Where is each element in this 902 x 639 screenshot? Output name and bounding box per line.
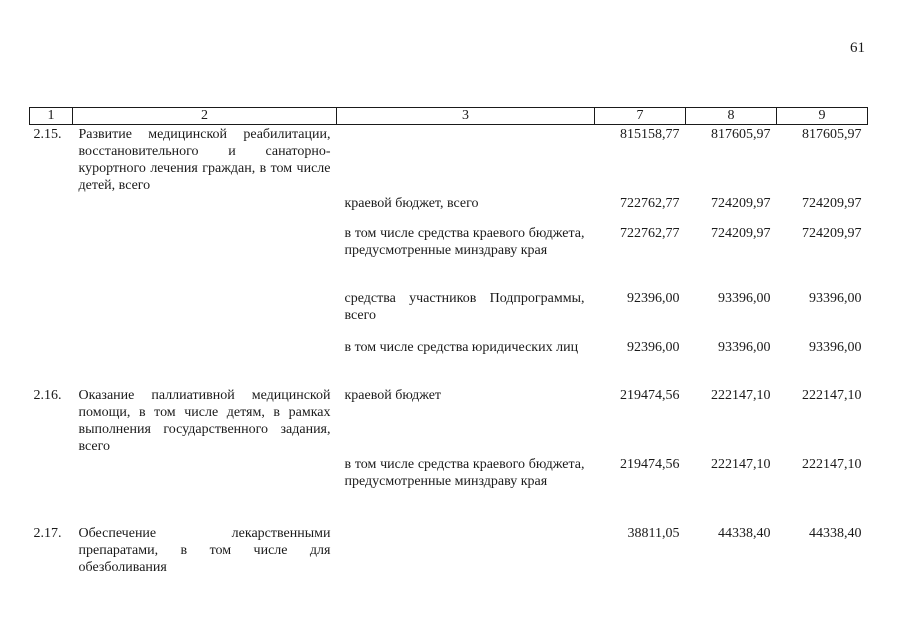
- row-number: [30, 194, 73, 224]
- measure-description: [73, 194, 337, 224]
- measure-description: [73, 224, 337, 289]
- value-col-9: 724209,97: [802, 226, 862, 241]
- measure-description: [73, 455, 337, 524]
- funding-source: [337, 125, 595, 195]
- value-col-9: 724209,97: [802, 196, 862, 211]
- table-header-row: [30, 108, 868, 125]
- value-col-8: 724209,97: [711, 196, 771, 211]
- column-header: 1: [30, 108, 73, 125]
- table-row: [30, 338, 868, 386]
- value-col-8: 222147,10: [711, 457, 771, 472]
- funding-source: в том числе средства краевого бюджета, предусмотренные минздраву края: [344, 226, 585, 258]
- value-col-7: 722762,77: [620, 226, 680, 241]
- row-number: 2.16.: [33, 388, 62, 403]
- row-number: [30, 455, 73, 524]
- measure-description: Развитие медицинской реабилитации, восстановительного и санаторно-курортного лечения граждан, в том числе детей, всего: [78, 127, 331, 193]
- value-col-9: 44338,40: [809, 526, 862, 541]
- row-number: 2.15.: [33, 127, 62, 142]
- value-col-8: 222147,10: [711, 388, 771, 403]
- table-row: [30, 289, 868, 338]
- funding-source: в том числе средства юридических лиц: [344, 340, 579, 355]
- budget-table: [29, 107, 868, 576]
- funding-source: краевой бюджет: [344, 388, 442, 403]
- row-number: 2.17.: [33, 526, 62, 541]
- measure-description: Оказание паллиативной медицинской помощи, в том числе детям, в рамках выполнения государственного задания, всего: [78, 388, 331, 454]
- funding-source: [337, 524, 595, 576]
- table-row: [30, 386, 868, 455]
- table-row: [30, 125, 868, 195]
- funding-source: средства участников Подпрограммы, всего: [344, 291, 585, 323]
- value-col-8: 93396,00: [718, 291, 771, 306]
- measure-description: Обеспечение лекарственными препаратами, в том числе для обезболивания: [78, 526, 331, 575]
- value-col-9: 222147,10: [802, 388, 862, 403]
- value-col-7: 722762,77: [620, 196, 680, 211]
- value-col-8: 44338,40: [718, 526, 771, 541]
- table-row: [30, 224, 868, 289]
- value-col-7: 219474,56: [620, 388, 680, 403]
- column-header: 7: [595, 108, 686, 125]
- value-col-9: 93396,00: [809, 291, 862, 306]
- table-row: [30, 455, 868, 524]
- value-col-7: 92396,00: [627, 340, 680, 355]
- table-row: [30, 194, 868, 224]
- measure-description: [73, 338, 337, 386]
- value-col-8: 724209,97: [711, 226, 771, 241]
- value-col-9: 222147,10: [802, 457, 862, 472]
- row-number: [30, 338, 73, 386]
- funding-source: краевой бюджет, всего: [344, 196, 479, 211]
- column-header: 3: [337, 108, 595, 125]
- row-number: [30, 289, 73, 338]
- column-header: 2: [73, 108, 337, 125]
- measure-description: [73, 289, 337, 338]
- column-header: 9: [777, 108, 868, 125]
- value-col-8: 817605,97: [711, 127, 771, 142]
- value-col-9: 93396,00: [809, 340, 862, 355]
- funding-source: в том числе средства краевого бюджета, предусмотренные минздраву края: [344, 457, 585, 489]
- table-row: [30, 524, 868, 576]
- value-col-8: 93396,00: [718, 340, 771, 355]
- column-header: 8: [686, 108, 777, 125]
- page-number: 61: [850, 40, 865, 56]
- value-col-7: 38811,05: [627, 526, 680, 541]
- value-col-7: 815158,77: [620, 127, 680, 142]
- value-col-9: 817605,97: [802, 127, 862, 142]
- row-number: [30, 224, 73, 289]
- value-col-7: 219474,56: [620, 457, 680, 472]
- value-col-7: 92396,00: [627, 291, 680, 306]
